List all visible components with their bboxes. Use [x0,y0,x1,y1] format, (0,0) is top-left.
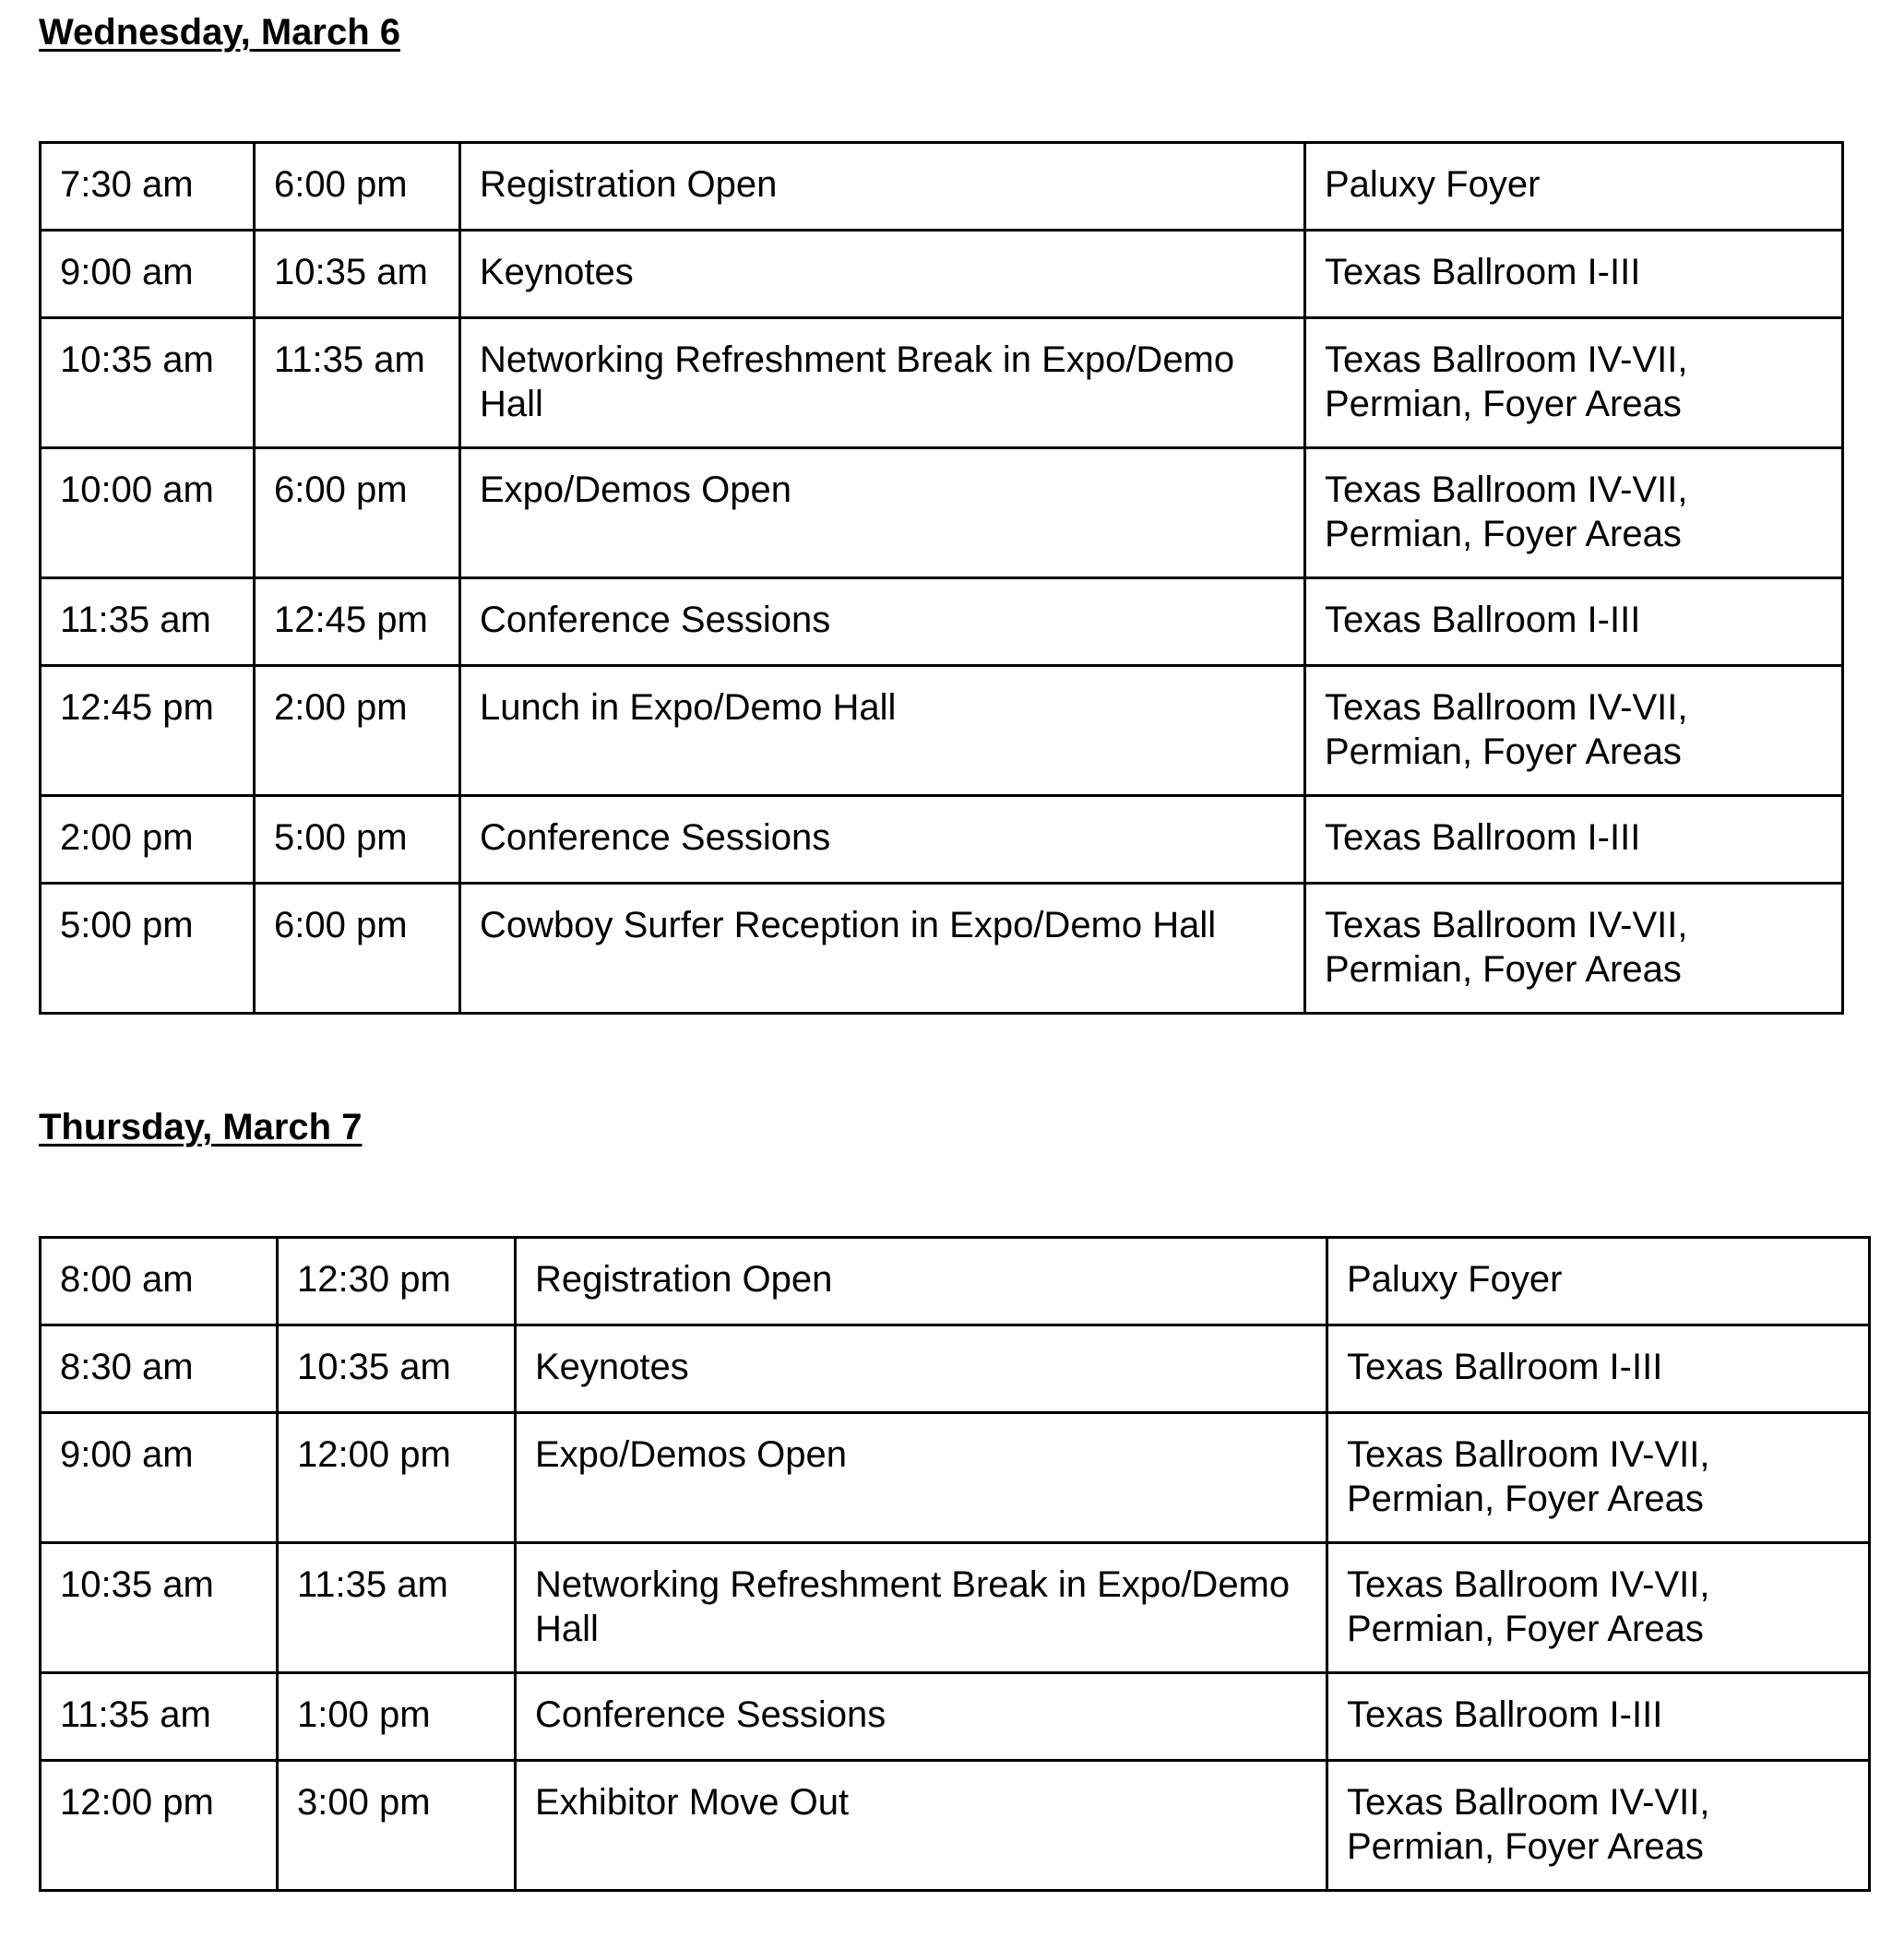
table-row [41,1413,1870,1543]
table-row [41,1238,1870,1325]
event-location: Texas Ballroom IV-VII, Permian, Foyer Areas [1327,1543,1870,1673]
event-location: Texas Ballroom I-III [1327,1325,1870,1413]
start-time: 11:35 am [41,578,255,666]
day-heading-wednesday: Wednesday, March 6 [39,12,400,53]
start-time: 8:30 am [41,1325,278,1413]
start-time: 2:00 pm [41,796,255,884]
end-time: 2:00 pm [255,666,460,796]
end-time: 11:35 am [278,1543,516,1673]
start-time: 10:35 am [41,318,255,448]
table-row [41,1325,1870,1413]
event-location: Texas Ballroom IV-VII, Permian, Foyer Areas [1305,666,1843,796]
event-location: Paluxy Foyer [1327,1238,1870,1325]
event-location: Texas Ballroom IV-VII, Permian, Foyer Areas [1327,1413,1870,1543]
start-time: 12:00 pm [41,1761,278,1891]
end-time: 6:00 pm [255,884,460,1014]
end-time: 3:00 pm [278,1761,516,1891]
end-time: 6:00 pm [255,143,460,231]
start-time: 10:00 am [41,448,255,578]
event-location: Texas Ballroom IV-VII, Permian, Foyer Areas [1305,448,1843,578]
end-time: 12:30 pm [278,1238,516,1325]
table-row [41,1673,1870,1761]
end-time: 12:45 pm [255,578,460,666]
event-name: Keynotes [516,1325,1327,1413]
event-name: Conference Sessions [460,796,1305,884]
event-name: Exhibitor Move Out [516,1761,1327,1891]
table-row [41,578,1843,666]
start-time: 7:30 am [41,143,255,231]
start-time: 12:45 pm [41,666,255,796]
event-name: Lunch in Expo/Demo Hall [460,666,1305,796]
end-time: 1:00 pm [278,1673,516,1761]
day-heading-thursday: Thursday, March 7 [39,1107,363,1147]
event-location: Texas Ballroom I-III [1305,796,1843,884]
event-name: Registration Open [460,143,1305,231]
event-name: Conference Sessions [516,1673,1327,1761]
table-row [41,231,1843,318]
start-time: 11:35 am [41,1673,278,1761]
event-location: Texas Ballroom IV-VII, Permian, Foyer Areas [1305,318,1843,448]
event-name: Expo/Demos Open [460,448,1305,578]
event-name: Networking Refreshment Break in Expo/Demo Hall [516,1543,1327,1673]
end-time: 12:00 pm [278,1413,516,1543]
start-time: 9:00 am [41,1413,278,1543]
event-location: Texas Ballroom IV-VII, Permian, Foyer Areas [1327,1761,1870,1891]
start-time: 9:00 am [41,231,255,318]
table-row [41,884,1843,1014]
event-name: Cowboy Surfer Reception in Expo/Demo Hall [460,884,1305,1014]
event-location: Texas Ballroom I-III [1327,1673,1870,1761]
event-name: Conference Sessions [460,578,1305,666]
start-time: 10:35 am [41,1543,278,1673]
event-location: Texas Ballroom I-III [1305,231,1843,318]
schedule-table-thursday [39,1236,1871,1892]
end-time: 6:00 pm [255,448,460,578]
table-row [41,1543,1870,1673]
table-row [41,666,1843,796]
event-location: Texas Ballroom IV-VII, Permian, Foyer Areas [1305,884,1843,1014]
table-row [41,318,1843,448]
event-location: Texas Ballroom I-III [1305,578,1843,666]
table-row [41,448,1843,578]
event-name: Keynotes [460,231,1305,318]
end-time: 10:35 am [255,231,460,318]
event-name: Networking Refreshment Break in Expo/Demo Hall [460,318,1305,448]
table-row [41,796,1843,884]
event-name: Registration Open [516,1238,1327,1325]
schedule-table-wednesday [39,141,1844,1015]
event-name: Expo/Demos Open [516,1413,1327,1543]
end-time: 11:35 am [255,318,460,448]
table-row [41,1761,1870,1891]
end-time: 10:35 am [278,1325,516,1413]
table-row [41,143,1843,231]
start-time: 5:00 pm [41,884,255,1014]
end-time: 5:00 pm [255,796,460,884]
event-location: Paluxy Foyer [1305,143,1843,231]
start-time: 8:00 am [41,1238,278,1325]
